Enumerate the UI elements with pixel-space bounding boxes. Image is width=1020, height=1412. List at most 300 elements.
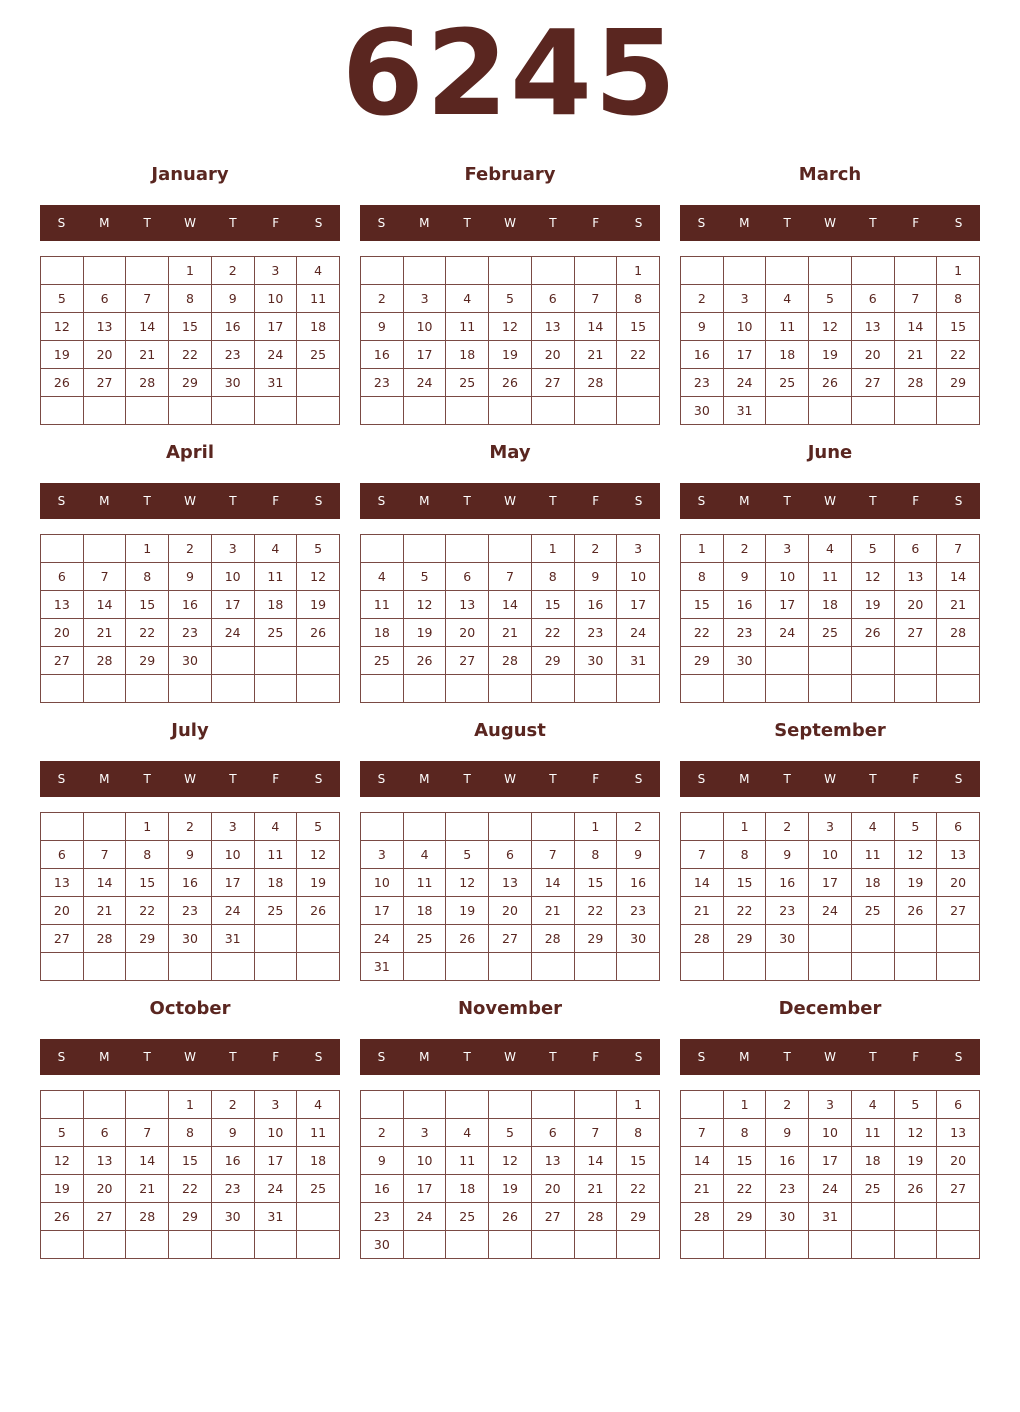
week-row xyxy=(361,813,660,841)
day-cell xyxy=(531,1091,574,1119)
day-cell: 18 xyxy=(403,897,446,925)
day-cell: 8 xyxy=(937,285,980,313)
week-row xyxy=(41,1147,340,1175)
day-cell xyxy=(297,953,340,981)
weekday-label: T xyxy=(143,494,151,508)
day-cell xyxy=(126,1231,169,1259)
weekday-label: T xyxy=(549,216,557,230)
day-cell xyxy=(403,535,446,563)
day-cell xyxy=(403,397,446,425)
weekday-label: S xyxy=(377,494,386,508)
day-cell: 25 xyxy=(766,369,809,397)
day-cell xyxy=(574,675,617,703)
day-cell xyxy=(617,1231,660,1259)
day-cell: 28 xyxy=(937,619,980,647)
week-row xyxy=(41,925,340,953)
day-cell: 20 xyxy=(446,619,489,647)
weekday-label: T xyxy=(229,216,237,230)
weekday-label: W xyxy=(184,216,196,230)
day-cell xyxy=(574,257,617,285)
day-cell: 8 xyxy=(126,563,169,591)
day-cell: 19 xyxy=(446,897,489,925)
day-cell xyxy=(894,1203,937,1231)
day-cell: 30 xyxy=(211,1203,254,1231)
day-cell: 1 xyxy=(723,1091,766,1119)
day-cell xyxy=(297,369,340,397)
day-cell xyxy=(254,925,297,953)
weekday-label: T xyxy=(143,1050,151,1064)
day-cell xyxy=(766,675,809,703)
day-cell: 19 xyxy=(809,341,852,369)
week-row xyxy=(361,1119,660,1147)
day-cell xyxy=(681,1231,724,1259)
week-row xyxy=(361,897,660,925)
day-cell: 5 xyxy=(809,285,852,313)
day-cell: 17 xyxy=(723,341,766,369)
day-cell: 3 xyxy=(617,535,660,563)
day-cell xyxy=(403,257,446,285)
day-cell xyxy=(574,1231,617,1259)
day-cell: 10 xyxy=(211,563,254,591)
day-cell: 1 xyxy=(723,813,766,841)
day-cell xyxy=(489,397,532,425)
day-cell xyxy=(446,397,489,425)
day-cell xyxy=(937,675,980,703)
day-cell: 11 xyxy=(297,285,340,313)
day-cell: 14 xyxy=(681,869,724,897)
day-cell xyxy=(894,953,937,981)
day-cell: 4 xyxy=(809,535,852,563)
day-cell: 16 xyxy=(169,869,212,897)
weekday-label: S xyxy=(697,1050,706,1064)
day-cell xyxy=(361,397,404,425)
week-row xyxy=(681,535,980,563)
day-cell: 5 xyxy=(489,285,532,313)
day-cell: 10 xyxy=(766,563,809,591)
day-cell: 27 xyxy=(83,369,126,397)
day-cell: 21 xyxy=(126,341,169,369)
day-cell: 2 xyxy=(766,813,809,841)
day-cell: 8 xyxy=(574,841,617,869)
weekday-label: M xyxy=(99,1050,110,1064)
week-row xyxy=(41,1231,340,1259)
day-cell: 7 xyxy=(894,285,937,313)
day-cell: 19 xyxy=(894,869,937,897)
day-cell xyxy=(681,257,724,285)
day-cell: 16 xyxy=(361,1175,404,1203)
week-row xyxy=(361,1231,660,1259)
day-cell xyxy=(83,1091,126,1119)
month-title: January xyxy=(151,164,229,185)
day-cell: 19 xyxy=(851,591,894,619)
week-row xyxy=(361,647,660,675)
day-cell: 19 xyxy=(403,619,446,647)
day-cell xyxy=(851,953,894,981)
week-row xyxy=(361,535,660,563)
week-row xyxy=(41,647,340,675)
weekday-label: S xyxy=(377,216,386,230)
day-cell xyxy=(809,953,852,981)
week-row xyxy=(361,869,660,897)
day-cell: 23 xyxy=(361,1203,404,1231)
day-cell: 22 xyxy=(937,341,980,369)
day-cell: 25 xyxy=(254,897,297,925)
day-cell: 8 xyxy=(531,563,574,591)
day-cell: 15 xyxy=(169,1147,212,1175)
day-cell: 31 xyxy=(723,397,766,425)
weekday-label: T xyxy=(783,1050,791,1064)
day-cell xyxy=(254,953,297,981)
day-cell: 17 xyxy=(254,313,297,341)
day-cell xyxy=(937,1203,980,1231)
day-cell: 8 xyxy=(126,841,169,869)
weekday-header xyxy=(680,761,980,797)
day-cell: 18 xyxy=(297,313,340,341)
day-cell: 27 xyxy=(894,619,937,647)
weekday-label: W xyxy=(824,494,836,508)
day-cell: 28 xyxy=(126,369,169,397)
day-cell xyxy=(531,813,574,841)
day-cell: 28 xyxy=(574,369,617,397)
weekday-label: W xyxy=(504,494,516,508)
day-cell: 3 xyxy=(211,813,254,841)
day-cell: 27 xyxy=(41,925,84,953)
day-cell: 20 xyxy=(937,1147,980,1175)
day-cell xyxy=(361,675,404,703)
day-cell: 30 xyxy=(169,647,212,675)
day-cell: 9 xyxy=(766,841,809,869)
day-cell: 31 xyxy=(809,1203,852,1231)
day-cell: 28 xyxy=(531,925,574,953)
day-cell: 19 xyxy=(41,341,84,369)
day-cell: 12 xyxy=(297,563,340,591)
day-cell: 23 xyxy=(169,897,212,925)
day-cell xyxy=(766,647,809,675)
week-row xyxy=(681,313,980,341)
month-title: July xyxy=(171,720,209,741)
weekday-label: F xyxy=(272,1050,280,1064)
day-cell: 13 xyxy=(531,313,574,341)
day-cell: 22 xyxy=(617,1175,660,1203)
day-cell: 12 xyxy=(809,313,852,341)
day-cell: 23 xyxy=(766,1175,809,1203)
week-row xyxy=(681,1147,980,1175)
day-cell: 1 xyxy=(617,257,660,285)
week-row xyxy=(361,841,660,869)
day-cell: 8 xyxy=(169,285,212,313)
month-title: December xyxy=(778,998,882,1019)
day-cell: 15 xyxy=(531,591,574,619)
day-cell: 3 xyxy=(254,257,297,285)
week-row xyxy=(681,257,980,285)
day-cell xyxy=(126,257,169,285)
day-cell: 3 xyxy=(766,535,809,563)
day-cell xyxy=(446,953,489,981)
day-cell: 16 xyxy=(766,1147,809,1175)
day-cell: 5 xyxy=(297,813,340,841)
week-row xyxy=(361,369,660,397)
day-cell xyxy=(723,953,766,981)
day-cell: 14 xyxy=(574,313,617,341)
weekday-label: F xyxy=(592,216,600,230)
day-cell xyxy=(766,397,809,425)
day-cell xyxy=(83,1231,126,1259)
week-row xyxy=(361,591,660,619)
day-cell: 22 xyxy=(126,897,169,925)
day-cell xyxy=(531,257,574,285)
day-cell: 26 xyxy=(894,1175,937,1203)
day-cell: 6 xyxy=(41,563,84,591)
day-cell: 1 xyxy=(574,813,617,841)
month-title: November xyxy=(457,998,563,1019)
day-cell xyxy=(851,647,894,675)
day-grid xyxy=(360,256,660,425)
day-cell: 17 xyxy=(403,341,446,369)
day-cell: 23 xyxy=(169,619,212,647)
week-row xyxy=(41,341,340,369)
day-cell: 20 xyxy=(937,869,980,897)
day-cell xyxy=(851,675,894,703)
day-cell: 31 xyxy=(211,925,254,953)
day-cell: 16 xyxy=(574,591,617,619)
day-cell xyxy=(83,675,126,703)
day-cell: 11 xyxy=(851,1119,894,1147)
day-cell: 20 xyxy=(489,897,532,925)
weekday-header xyxy=(360,761,660,797)
day-cell: 23 xyxy=(211,341,254,369)
week-row xyxy=(681,925,980,953)
weekday-label: W xyxy=(824,772,836,786)
day-cell: 14 xyxy=(937,563,980,591)
day-cell: 21 xyxy=(894,341,937,369)
day-cell xyxy=(403,1091,446,1119)
day-cell: 30 xyxy=(617,925,660,953)
day-cell: 6 xyxy=(894,535,937,563)
weekday-header xyxy=(680,205,980,241)
day-cell: 17 xyxy=(211,869,254,897)
weekday-label: W xyxy=(504,1050,516,1064)
day-cell: 23 xyxy=(211,1175,254,1203)
day-cell: 22 xyxy=(169,341,212,369)
day-cell xyxy=(446,675,489,703)
day-cell: 29 xyxy=(723,1203,766,1231)
week-row xyxy=(361,1203,660,1231)
week-row xyxy=(681,897,980,925)
day-cell: 22 xyxy=(169,1175,212,1203)
weekday-label: M xyxy=(99,772,110,786)
day-cell: 14 xyxy=(531,869,574,897)
day-cell: 31 xyxy=(254,1203,297,1231)
weekday-label: F xyxy=(592,1050,600,1064)
day-cell: 16 xyxy=(211,313,254,341)
day-cell: 13 xyxy=(83,313,126,341)
day-cell: 17 xyxy=(211,591,254,619)
day-cell: 7 xyxy=(937,535,980,563)
weekday-label: M xyxy=(739,216,750,230)
day-cell xyxy=(297,925,340,953)
day-cell xyxy=(169,953,212,981)
day-cell: 26 xyxy=(894,897,937,925)
day-cell: 8 xyxy=(617,285,660,313)
day-cell: 8 xyxy=(723,841,766,869)
weekday-label: T xyxy=(463,1050,471,1064)
day-cell: 10 xyxy=(254,1119,297,1147)
weekday-label: W xyxy=(504,216,516,230)
weekday-label: S xyxy=(57,772,66,786)
day-cell: 17 xyxy=(809,869,852,897)
day-cell: 6 xyxy=(83,1119,126,1147)
weekday-label: M xyxy=(739,494,750,508)
day-cell: 27 xyxy=(937,897,980,925)
weekday-label: S xyxy=(697,772,706,786)
day-cell: 18 xyxy=(851,1147,894,1175)
day-grid xyxy=(40,256,340,425)
day-cell xyxy=(894,647,937,675)
day-cell: 8 xyxy=(617,1119,660,1147)
day-cell: 1 xyxy=(126,535,169,563)
day-cell: 4 xyxy=(851,813,894,841)
day-cell: 13 xyxy=(41,591,84,619)
day-cell: 15 xyxy=(937,313,980,341)
day-cell: 28 xyxy=(681,925,724,953)
day-cell: 8 xyxy=(169,1119,212,1147)
day-cell xyxy=(617,675,660,703)
day-cell: 22 xyxy=(531,619,574,647)
day-cell xyxy=(361,257,404,285)
day-cell: 28 xyxy=(83,647,126,675)
day-cell: 25 xyxy=(297,1175,340,1203)
day-cell xyxy=(211,953,254,981)
day-grid xyxy=(40,812,340,981)
day-cell: 29 xyxy=(126,647,169,675)
day-cell: 31 xyxy=(617,647,660,675)
day-cell: 3 xyxy=(211,535,254,563)
day-cell: 24 xyxy=(403,1203,446,1231)
day-cell: 15 xyxy=(681,591,724,619)
day-grid xyxy=(680,812,980,981)
day-cell: 3 xyxy=(723,285,766,313)
day-grid xyxy=(40,1090,340,1259)
week-row xyxy=(361,397,660,425)
day-cell: 21 xyxy=(574,341,617,369)
week-row xyxy=(681,619,980,647)
day-cell xyxy=(41,953,84,981)
day-cell xyxy=(531,1231,574,1259)
day-cell: 23 xyxy=(681,369,724,397)
day-cell xyxy=(937,647,980,675)
weekday-label: S xyxy=(954,1050,963,1064)
day-grid xyxy=(680,1090,980,1259)
week-row xyxy=(41,813,340,841)
day-cell xyxy=(297,675,340,703)
day-cell: 24 xyxy=(211,619,254,647)
day-cell: 17 xyxy=(361,897,404,925)
day-cell xyxy=(894,925,937,953)
day-cell: 1 xyxy=(531,535,574,563)
day-cell xyxy=(254,397,297,425)
day-cell xyxy=(851,1203,894,1231)
weekday-label: T xyxy=(549,494,557,508)
week-row xyxy=(41,563,340,591)
day-cell: 21 xyxy=(681,897,724,925)
day-cell: 1 xyxy=(617,1091,660,1119)
weekday-header xyxy=(40,1039,340,1075)
day-cell xyxy=(41,535,84,563)
day-cell xyxy=(937,953,980,981)
day-cell: 12 xyxy=(489,313,532,341)
day-cell xyxy=(894,1231,937,1259)
day-cell: 30 xyxy=(766,1203,809,1231)
day-cell xyxy=(169,675,212,703)
day-cell xyxy=(126,675,169,703)
day-cell: 10 xyxy=(723,313,766,341)
weekday-label: T xyxy=(463,772,471,786)
day-cell: 19 xyxy=(297,591,340,619)
day-cell: 6 xyxy=(531,1119,574,1147)
day-cell: 2 xyxy=(681,285,724,313)
week-row xyxy=(41,1175,340,1203)
day-cell: 22 xyxy=(723,1175,766,1203)
weekday-label: F xyxy=(912,1050,920,1064)
day-cell: 16 xyxy=(169,591,212,619)
day-cell: 21 xyxy=(489,619,532,647)
day-cell: 3 xyxy=(809,1091,852,1119)
day-cell: 24 xyxy=(211,897,254,925)
day-cell: 28 xyxy=(83,925,126,953)
day-cell xyxy=(851,1231,894,1259)
day-cell: 25 xyxy=(851,1175,894,1203)
week-row xyxy=(41,1119,340,1147)
week-row xyxy=(361,563,660,591)
week-row xyxy=(41,675,340,703)
week-row xyxy=(681,285,980,313)
day-cell: 25 xyxy=(297,341,340,369)
weekday-header xyxy=(360,1039,660,1075)
weekday-label: F xyxy=(592,772,600,786)
day-cell: 26 xyxy=(297,619,340,647)
day-cell xyxy=(254,675,297,703)
day-cell: 6 xyxy=(531,285,574,313)
day-cell: 25 xyxy=(403,925,446,953)
day-cell: 29 xyxy=(169,1203,212,1231)
day-cell: 29 xyxy=(126,925,169,953)
day-cell xyxy=(403,675,446,703)
day-grid xyxy=(360,1090,660,1259)
day-cell: 8 xyxy=(681,563,724,591)
day-cell: 13 xyxy=(83,1147,126,1175)
week-row xyxy=(41,869,340,897)
weekday-label: T xyxy=(143,772,151,786)
weekday-label: T xyxy=(229,1050,237,1064)
day-cell xyxy=(723,257,766,285)
day-cell xyxy=(574,953,617,981)
day-cell xyxy=(851,257,894,285)
week-row xyxy=(41,313,340,341)
day-cell xyxy=(211,1231,254,1259)
day-cell xyxy=(617,369,660,397)
day-cell: 11 xyxy=(254,841,297,869)
day-cell: 7 xyxy=(681,1119,724,1147)
day-cell: 21 xyxy=(83,619,126,647)
week-row xyxy=(681,1203,980,1231)
day-cell: 11 xyxy=(403,869,446,897)
day-cell: 14 xyxy=(126,313,169,341)
weekday-label: M xyxy=(99,216,110,230)
day-cell: 3 xyxy=(809,813,852,841)
day-cell: 9 xyxy=(681,313,724,341)
day-cell: 27 xyxy=(531,1203,574,1231)
day-cell: 9 xyxy=(169,563,212,591)
